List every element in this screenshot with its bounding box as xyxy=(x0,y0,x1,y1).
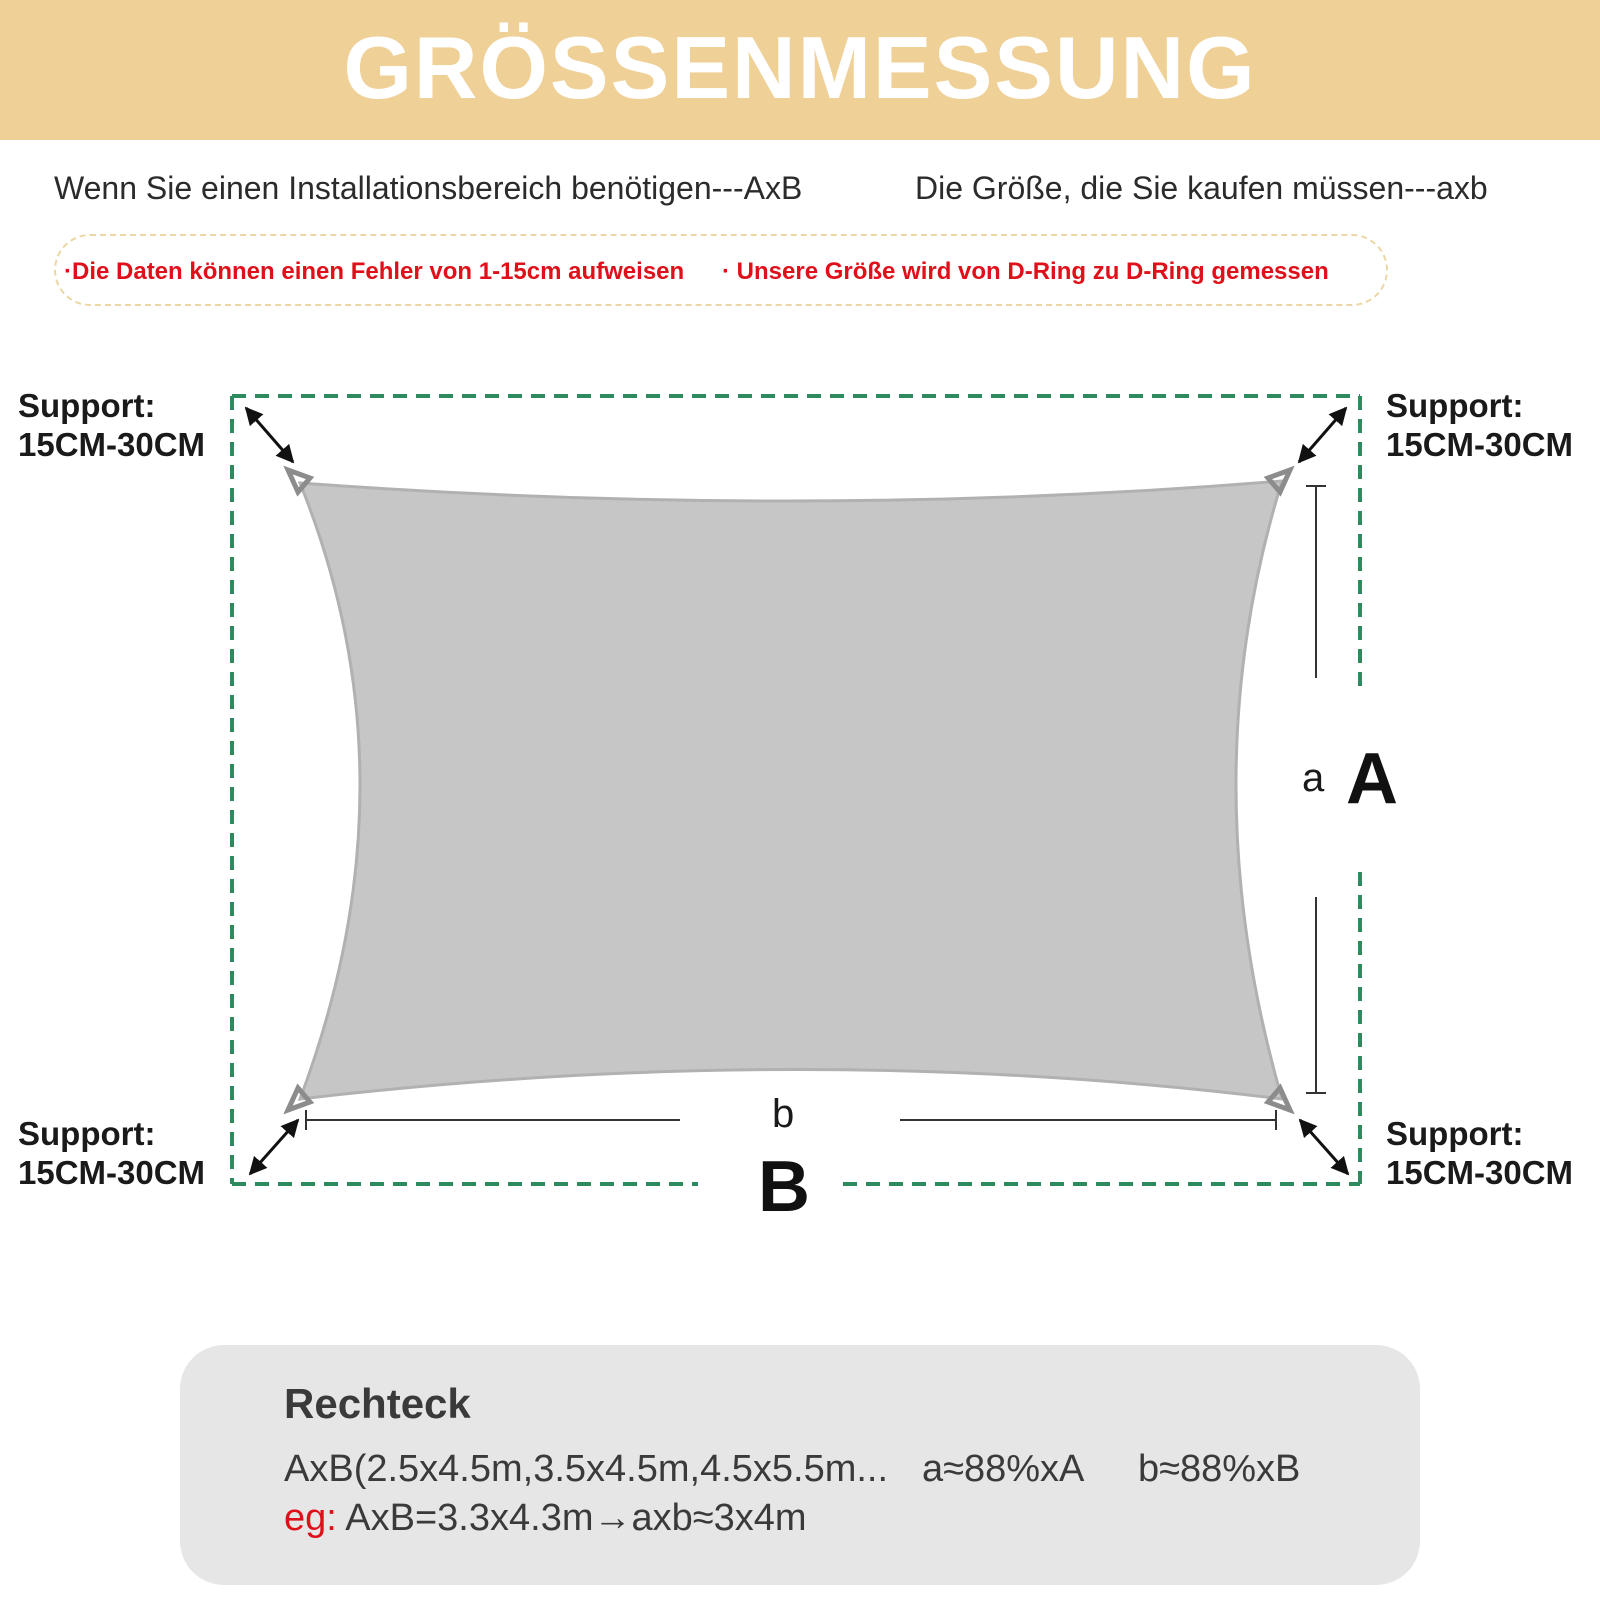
support-range: 15CM-30CM xyxy=(18,1154,206,1191)
card-title: Rechteck xyxy=(284,1380,471,1427)
subtitle-purchase-size: Die Größe, die Sie kaufen müssen---axb xyxy=(915,170,1488,206)
card-example xyxy=(284,1497,807,1540)
support-label-top-right xyxy=(1386,386,1573,464)
note-error-margin: ·Die Daten können einen Fehler von 1-15cm aufweisen xyxy=(64,258,685,285)
example-label: eg: xyxy=(284,1497,337,1539)
note-measurement-method: · Unsere Größe wird von D-Ring zu D-Ring gemessen xyxy=(722,258,1329,285)
dimension-label-a: a xyxy=(1302,756,1325,800)
shade-sail xyxy=(300,481,1282,1099)
card-ratio-a: a≈88%xA xyxy=(922,1448,1085,1490)
example-text: AxB=3.3x4.3m→axb≈3x4m xyxy=(336,1497,807,1539)
subtitle-install-area: Wenn Sie einen Installationsbereich benötigen---AxB xyxy=(54,170,803,206)
support-range: 15CM-30CM xyxy=(1386,1154,1574,1191)
page-title: GRÖSSENMESSUNG xyxy=(343,18,1257,117)
card-sizes: AxB(2.5x4.5m,3.5x4.5m,4.5x5.5m... xyxy=(284,1448,889,1490)
dimension-label-b: b xyxy=(772,1092,795,1136)
dimension-label-big-a: A xyxy=(1346,739,1398,819)
support-label: Support: xyxy=(18,387,156,424)
support-range: 15CM-30CM xyxy=(18,426,206,463)
dimension-label-big-b: B xyxy=(758,1147,810,1227)
support-label-bottom-right xyxy=(1386,1114,1573,1192)
support-label: Support: xyxy=(18,1115,156,1152)
support-range: 15CM-30CM xyxy=(1386,426,1574,463)
support-label: Support: xyxy=(1386,387,1524,424)
support-label-bottom-left xyxy=(18,1114,205,1192)
support-label: Support: xyxy=(1386,1115,1524,1152)
card-ratio-b: b≈88%xB xyxy=(1138,1448,1301,1490)
support-label-top-left xyxy=(18,386,205,464)
